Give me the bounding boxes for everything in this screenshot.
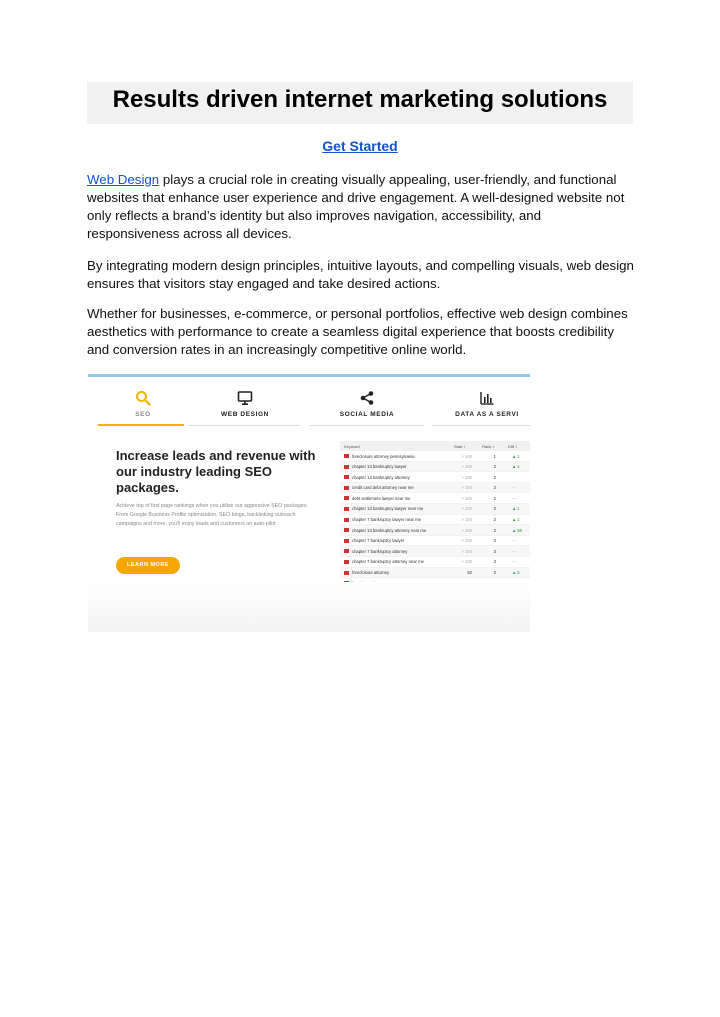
- diff-cell: ▲ 98: [512, 527, 522, 533]
- tab-data-label: DATA AS A SERVI: [455, 411, 519, 418]
- header-keyword[interactable]: Keyword: [344, 444, 360, 449]
- rank-cell: 2: [493, 506, 496, 512]
- keyword-cell: foreclosure attorney pennsylvania: [352, 453, 415, 459]
- table-row: [340, 568, 530, 579]
- table-row: [340, 483, 530, 494]
- learn-more-button[interactable]: LEARN MORE: [116, 557, 180, 574]
- tab-social-underline: [310, 425, 424, 426]
- start-cell: > 100: [461, 527, 472, 533]
- keyword-cell: chapter 7 bankruptcy attorney near me: [352, 559, 424, 565]
- start-cell: 62: [467, 570, 472, 576]
- header-diff[interactable]: Diff ↕: [508, 444, 518, 449]
- header-rank[interactable]: Rank ↕: [482, 444, 495, 449]
- share-icon: [359, 390, 375, 406]
- start-cell: > 100: [461, 495, 472, 501]
- rank-cell: 3: [493, 548, 496, 554]
- diff-cell: ▲ 1: [512, 464, 520, 470]
- us-flag-icon: [344, 454, 349, 458]
- diff-cell: —: [512, 559, 517, 565]
- header-start[interactable]: Start ↕: [454, 444, 466, 449]
- keyword-cell: credit card debt attorney near me: [352, 485, 414, 491]
- bar-chart-icon: [479, 390, 495, 406]
- rank-cell: 2: [493, 485, 496, 491]
- tab-seo-underline: [98, 424, 184, 426]
- keyword-rankings-table: [340, 441, 530, 589]
- us-flag-icon: [344, 571, 349, 575]
- table-row: [340, 472, 530, 483]
- tab-web-design[interactable]: [190, 390, 300, 418]
- tab-seo-label: SEO: [135, 411, 151, 418]
- us-flag-icon: [344, 486, 349, 490]
- table-row: [340, 557, 530, 568]
- rank-cell: 2: [493, 570, 496, 576]
- screenshot-bottom-fade: [88, 582, 530, 632]
- start-cell: > 100: [461, 538, 472, 544]
- start-cell: > 100: [461, 474, 472, 480]
- web-design-link[interactable]: Web Design: [87, 172, 160, 187]
- tab-social-media-label: SOCIAL MEDIA: [339, 411, 395, 418]
- tab-social-media[interactable]: [312, 390, 422, 418]
- keyword-cell: chapter 13 bankruptcy lawyer near me: [352, 506, 424, 512]
- page-title: Results driven internet marketing solutions: [112, 86, 608, 113]
- keyword-cell: debt settlement lawyer near me: [352, 495, 411, 501]
- table-row: [340, 536, 530, 547]
- tab-web-underline: [188, 425, 300, 426]
- paragraph-3: Whether for businesses, e-commerce, or personal portfolios, effective web design combines aesthetics with performance to create a seamless digital experience that boosts credibility and conversion rates in an increasingly competitive online world.: [87, 306, 628, 357]
- seo-heading: Increase leads and revenue with our industry leading SEO packages.: [116, 448, 316, 495]
- tab-seo[interactable]: [88, 390, 198, 418]
- rank-cell: 2: [493, 527, 496, 533]
- keyword-cell: chapter 13 bankruptcy attorney near me: [352, 527, 427, 533]
- keyword-cell: chapter 7 bankruptcy attorney: [352, 548, 408, 554]
- start-cell: > 100: [461, 485, 472, 491]
- us-flag-icon: [344, 496, 349, 500]
- us-flag-icon: [344, 560, 349, 564]
- tab-data-as-a-service[interactable]: [432, 390, 530, 418]
- us-flag-icon: [344, 528, 349, 532]
- screenshot-top-border: [88, 374, 530, 377]
- tab-data-underline: [432, 425, 530, 426]
- rank-cell: 2: [493, 495, 496, 501]
- table-row: [340, 504, 530, 515]
- us-flag-icon: [344, 518, 349, 522]
- start-cell: > 100: [461, 548, 472, 554]
- diff-cell: ▲ 5: [512, 570, 520, 576]
- us-flag-icon: [344, 549, 349, 553]
- keyword-cell: foreclosure attorney: [352, 570, 390, 576]
- table-row: [340, 525, 530, 536]
- get-started-link[interactable]: Get Started: [322, 138, 398, 154]
- start-cell: > 100: [461, 464, 472, 470]
- table-row: [340, 462, 530, 473]
- table-body: [340, 451, 530, 589]
- us-flag-icon: [344, 475, 349, 479]
- keyword-cell: chapter 13 bankruptcy lawyer: [352, 464, 407, 470]
- table-row: [340, 451, 530, 462]
- rank-cell: 3: [493, 559, 496, 565]
- diff-cell: —: [512, 548, 517, 554]
- monitor-icon: [237, 390, 253, 406]
- table-header: [340, 441, 530, 451]
- seo-description: Achieve top of first page rankings when you utilize our aggressive SEO packages. From Google Business Profile optimization, SEO blogs, backlinking outreach campaigns and more, you'll enjoy leads and customers on auto-pilot: [116, 503, 308, 527]
- us-flag-icon: [344, 465, 349, 469]
- paragraph-2: By integrating modern design principles, intuitive layouts, and compelling visuals, web design ensures that visitors stay engaged and take desired actions.: [87, 258, 634, 291]
- table-row: [340, 515, 530, 526]
- rank-cell: 2: [493, 474, 496, 480]
- rank-cell: 2: [493, 464, 496, 470]
- diff-cell: ▲ 1: [512, 517, 520, 523]
- rank-cell: 3: [493, 538, 496, 544]
- start-cell: > 100: [461, 506, 472, 512]
- diff-cell: —: [512, 495, 517, 501]
- keyword-cell: chapter 7 bankruptcy lawyer near me: [352, 517, 421, 523]
- paragraph-1-text: plays a crucial role in creating visually appealing, user-friendly, and functional websites that enhance user experience and drive engagement. A well-designed website not only reflects a brand’s identity but also improves navigation, accessibility, and responsiveness across all devices.: [87, 172, 625, 241]
- rank-cell: 1: [493, 453, 496, 459]
- diff-cell: ▲ 1: [512, 453, 520, 459]
- paragraph-web-design: [87, 171, 635, 243]
- start-cell: > 100: [461, 559, 472, 565]
- diff-cell: —: [512, 538, 517, 544]
- rank-cell: 2: [493, 517, 496, 523]
- us-flag-icon: [344, 507, 349, 511]
- search-icon: [135, 390, 151, 406]
- us-flag-icon: [344, 539, 349, 543]
- diff-cell: —: [512, 485, 517, 491]
- keyword-cell: chapter 7 bankruptcy lawyer: [352, 538, 405, 544]
- start-cell: > 100: [461, 453, 472, 459]
- diff-cell: ▲ 1: [512, 506, 520, 512]
- table-row: [340, 493, 530, 504]
- keyword-cell: chapter 13 bankruptcy attorney: [352, 474, 410, 480]
- tab-web-design-label: WEB DESIGN: [221, 411, 269, 418]
- start-cell: > 100: [461, 517, 472, 523]
- seo-services-screenshot: [88, 374, 530, 632]
- table-row: [340, 546, 530, 557]
